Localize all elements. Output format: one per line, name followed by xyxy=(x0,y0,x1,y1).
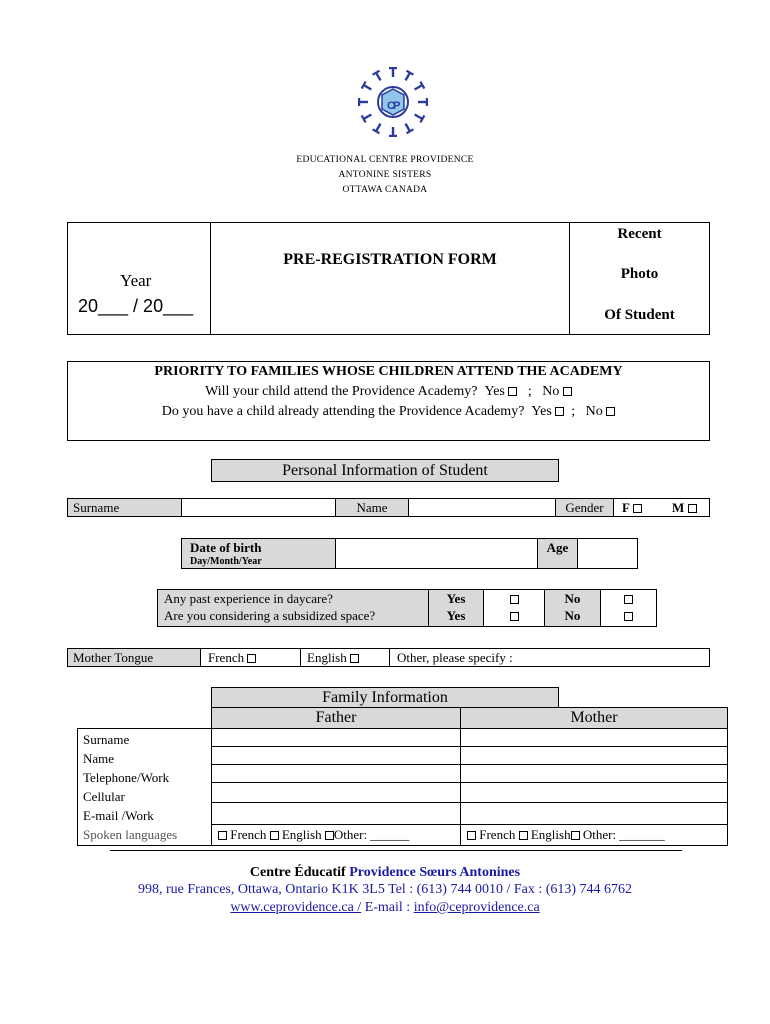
tongue-french-checkbox[interactable] xyxy=(247,654,256,663)
father-french-label: French xyxy=(230,827,267,842)
father-surname-input[interactable] xyxy=(211,728,461,747)
header-line-2: ANTONINE SISTERS xyxy=(338,170,432,180)
dob-format: Day/Month/Year xyxy=(190,556,262,567)
q2-yes-checkbox[interactable] xyxy=(555,407,564,416)
q2-yes-label: Yes xyxy=(531,404,552,419)
tongue-other-input[interactable] xyxy=(389,648,710,667)
gender-female xyxy=(622,499,642,516)
gender-options xyxy=(613,498,710,517)
photo-line-3: Of Student xyxy=(604,307,675,323)
dob-label-cell xyxy=(181,538,336,569)
q1-no-checkbox[interactable] xyxy=(563,387,572,396)
footer-org-name: Providence Sœurs Antonines xyxy=(349,865,521,880)
header-line-3: OTTAWA CANADA xyxy=(342,185,428,195)
q1-no-label: No xyxy=(542,384,560,399)
priority-q1-text: Will your child attend the Providence Academy? xyxy=(205,384,478,399)
form-title-cell xyxy=(210,222,570,335)
father-english-label: English xyxy=(281,827,322,842)
daycare-yes-checkbox[interactable] xyxy=(510,595,519,604)
q1-sep: ; xyxy=(527,384,532,399)
gender-f-checkbox[interactable] xyxy=(633,504,642,513)
mother-name-input[interactable] xyxy=(460,746,728,765)
father-languages xyxy=(211,824,461,846)
family-languages-label: Spoken languages xyxy=(83,827,178,842)
gender-m-label: M xyxy=(672,500,685,515)
father-english-checkbox[interactable] xyxy=(270,831,279,840)
daycare-no-checkbox[interactable] xyxy=(624,595,633,604)
family-email-label: E-mail /Work xyxy=(83,808,154,823)
mother-cellular-input[interactable] xyxy=(460,782,728,803)
email-link[interactable]: info@ceprovidence.ca xyxy=(413,900,540,915)
tongue-english xyxy=(300,648,390,667)
svg-text:P: P xyxy=(393,100,401,112)
mother-french-label: French xyxy=(479,827,516,842)
email-label: E-mail : xyxy=(364,900,411,915)
subsidy-no-checkbox[interactable] xyxy=(624,612,633,621)
daycare-questions xyxy=(157,589,429,627)
surname-input[interactable] xyxy=(181,498,336,517)
father-other-checkbox[interactable] xyxy=(325,831,334,840)
providence-logo xyxy=(355,64,431,140)
q2-no-checkbox[interactable] xyxy=(606,407,615,416)
daycare-no-label: No xyxy=(564,591,581,606)
mother-tongue-label: Mother Tongue xyxy=(67,648,201,667)
father-telephone-input[interactable] xyxy=(211,764,461,783)
personal-heading: Personal Information of Student xyxy=(211,459,559,482)
footer-org-prefix: Centre Éducatif xyxy=(249,865,346,880)
q1-yes-checkbox[interactable] xyxy=(508,387,517,396)
yes-checkboxes xyxy=(483,589,545,627)
yes-labels xyxy=(428,589,484,627)
name-input[interactable] xyxy=(408,498,556,517)
father-cellular-input[interactable] xyxy=(211,782,461,803)
svg-text:C: C xyxy=(387,100,395,112)
mother-other-checkbox[interactable] xyxy=(571,831,580,840)
tongue-french-label: French xyxy=(208,650,245,665)
no-checkboxes xyxy=(600,589,657,627)
footer-org xyxy=(0,865,770,881)
family-row-labels xyxy=(77,728,212,846)
daycare-question: Any past experience in daycare? xyxy=(164,591,333,606)
gender-m-checkbox[interactable] xyxy=(688,504,697,513)
q2-sep: ; xyxy=(571,404,576,419)
subsidy-yes-checkbox[interactable] xyxy=(510,612,519,621)
priority-q1 xyxy=(68,384,709,400)
mother-english-label: English xyxy=(530,827,571,842)
surname-label: Surname xyxy=(67,498,182,517)
mother-telephone-input[interactable] xyxy=(460,764,728,783)
family-telephone-label: Telephone/Work xyxy=(83,770,170,785)
footer-address: 998, rue Frances, Ottawa, Ontario K1K 3L5 Tel : (613) 744 0010 / Fax : (613) 744 6762 xyxy=(137,882,633,897)
photo-cell[interactable] xyxy=(569,222,710,335)
mother-header: Mother xyxy=(460,707,728,729)
subsidy-yes-label: Yes xyxy=(446,608,466,623)
year-label: Year xyxy=(120,271,152,290)
q1-yes-label: Yes xyxy=(484,384,505,399)
tongue-other-label: Other, please specify : xyxy=(397,650,513,665)
family-heading: Family Information xyxy=(211,687,559,708)
daycare-yes-label: Yes xyxy=(446,591,466,606)
priority-box xyxy=(67,361,710,441)
priority-q2 xyxy=(68,404,709,420)
family-cellular-label: Cellular xyxy=(83,789,125,804)
father-other-label: Other: ______ xyxy=(333,827,410,842)
form-title: PRE-REGISTRATION FORM xyxy=(283,251,497,268)
year-value[interactable]: 20___ / 20___ xyxy=(78,296,194,316)
tongue-english-checkbox[interactable] xyxy=(350,654,359,663)
priority-heading: PRIORITY TO FAMILIES WHOSE CHILDREN ATTEND THE ACADEMY xyxy=(154,364,623,379)
mother-languages xyxy=(460,824,728,846)
name-label: Name xyxy=(335,498,409,517)
tongue-french xyxy=(200,648,301,667)
header-line-1: EDUCATIONAL CENTRE PROVIDENCE xyxy=(296,155,474,165)
father-email-input[interactable] xyxy=(211,802,461,825)
footer-rule-text xyxy=(110,845,682,853)
gender-label: Gender xyxy=(555,498,614,517)
subsidy-question: Are you considering a subsidized space? xyxy=(164,608,376,623)
mother-english-checkbox[interactable] xyxy=(519,831,528,840)
mother-french-checkbox[interactable] xyxy=(467,831,476,840)
year-cell xyxy=(67,222,211,335)
photo-line-2: Photo xyxy=(620,266,659,282)
mother-other-label: Other: _______ xyxy=(582,827,665,842)
mother-surname-input[interactable] xyxy=(460,728,728,747)
q2-no-label: No xyxy=(585,404,603,419)
subsidy-no-label: No xyxy=(564,608,581,623)
priority-q2-text: Do you have a child already attending the Providence Academy? xyxy=(161,404,525,419)
photo-line-1: Recent xyxy=(617,226,662,242)
gender-f-label: F xyxy=(622,500,630,515)
father-french-checkbox[interactable] xyxy=(218,831,227,840)
family-name-label: Name xyxy=(83,751,115,766)
father-name-input[interactable] xyxy=(211,746,461,765)
family-surname-label: Surname xyxy=(83,732,130,747)
father-header: Father xyxy=(211,707,461,729)
footer-contact xyxy=(0,900,770,916)
website-link[interactable]: www.ceprovidence.ca / xyxy=(230,900,362,915)
no-labels xyxy=(544,589,601,627)
age-label: Age xyxy=(537,538,578,569)
mother-email-input[interactable] xyxy=(460,802,728,825)
dob-input[interactable] xyxy=(335,538,538,569)
tongue-english-label: English xyxy=(307,650,347,665)
dob-label: Date of birth xyxy=(190,540,262,555)
gender-male xyxy=(672,499,697,516)
age-input[interactable] xyxy=(577,538,638,569)
